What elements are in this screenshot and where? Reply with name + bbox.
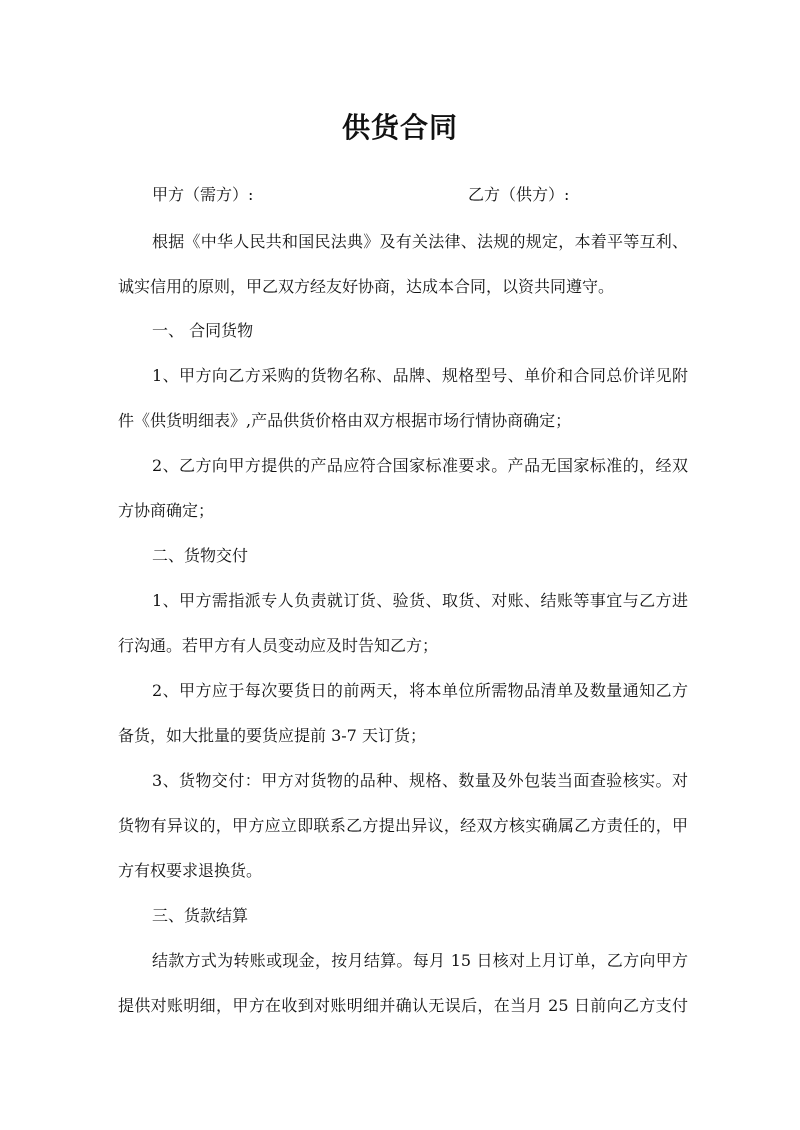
section-heading-1: 一、 合同货物 xyxy=(152,321,254,340)
party-b-label: 乙方（供方）: xyxy=(468,185,570,204)
paragraph-line: 3、货物交付：甲方对货物的品种、规格、数量及外包装当面查验核实。对 xyxy=(152,771,688,790)
paragraph-line: 2、甲方应于每次要货日的前两天，将本单位所需物品清单及数量通知乙方 xyxy=(152,681,688,700)
paragraph-line: 提供对账明细，甲方在收到对账明细并确认无误后，在当月 25 日前向乙方支付 xyxy=(118,996,688,1015)
paragraph-line: 1、甲方需指派专人负责就订货、验货、取货、对账、结账等事宜与乙方进 xyxy=(152,591,688,610)
paragraph-line: 根据《中华人民共和国民法典》及有关法律、法规的规定，本着平等互利、 xyxy=(152,232,688,251)
paragraph-line: 方协商确定； xyxy=(118,501,215,520)
section-heading-2: 二、货物交付 xyxy=(152,546,249,565)
party-a-label: 甲方（需方）: xyxy=(152,185,254,204)
paragraph-line: 结款方式为转账或现金，按月结算。每月 15 日核对上月订单，乙方向甲方 xyxy=(152,951,688,970)
paragraph-line: 方有权要求退换货。 xyxy=(118,861,263,880)
section-heading-3: 三、货款结算 xyxy=(152,906,249,925)
document-title: 供货合同 xyxy=(341,111,458,144)
paragraph-line: 1、甲方向乙方采购的货物名称、品牌、规格型号、单价和合同总价详见附 xyxy=(152,366,688,385)
paragraph-line: 诚实信用的原则，甲乙双方经友好协商，达成本合同，以资共同遵守。 xyxy=(118,277,615,296)
paragraph-line: 货物有异议的，甲方应立即联系乙方提出异议，经双方核实确属乙方责任的，甲 xyxy=(118,816,688,835)
paragraph-line: 件《供货明细表》,产品供货价格由双方根据市场行情协商确定； xyxy=(118,411,572,430)
paragraph-line: 备货，如大批量的要货应提前 3-7 天订货； xyxy=(118,726,426,745)
paragraph-line: 2、乙方向甲方提供的产品应符合国家标准要求。产品无国家标准的，经双 xyxy=(152,456,688,475)
paragraph-line: 行沟通。若甲方有人员变动应及时告知乙方； xyxy=(118,636,439,655)
